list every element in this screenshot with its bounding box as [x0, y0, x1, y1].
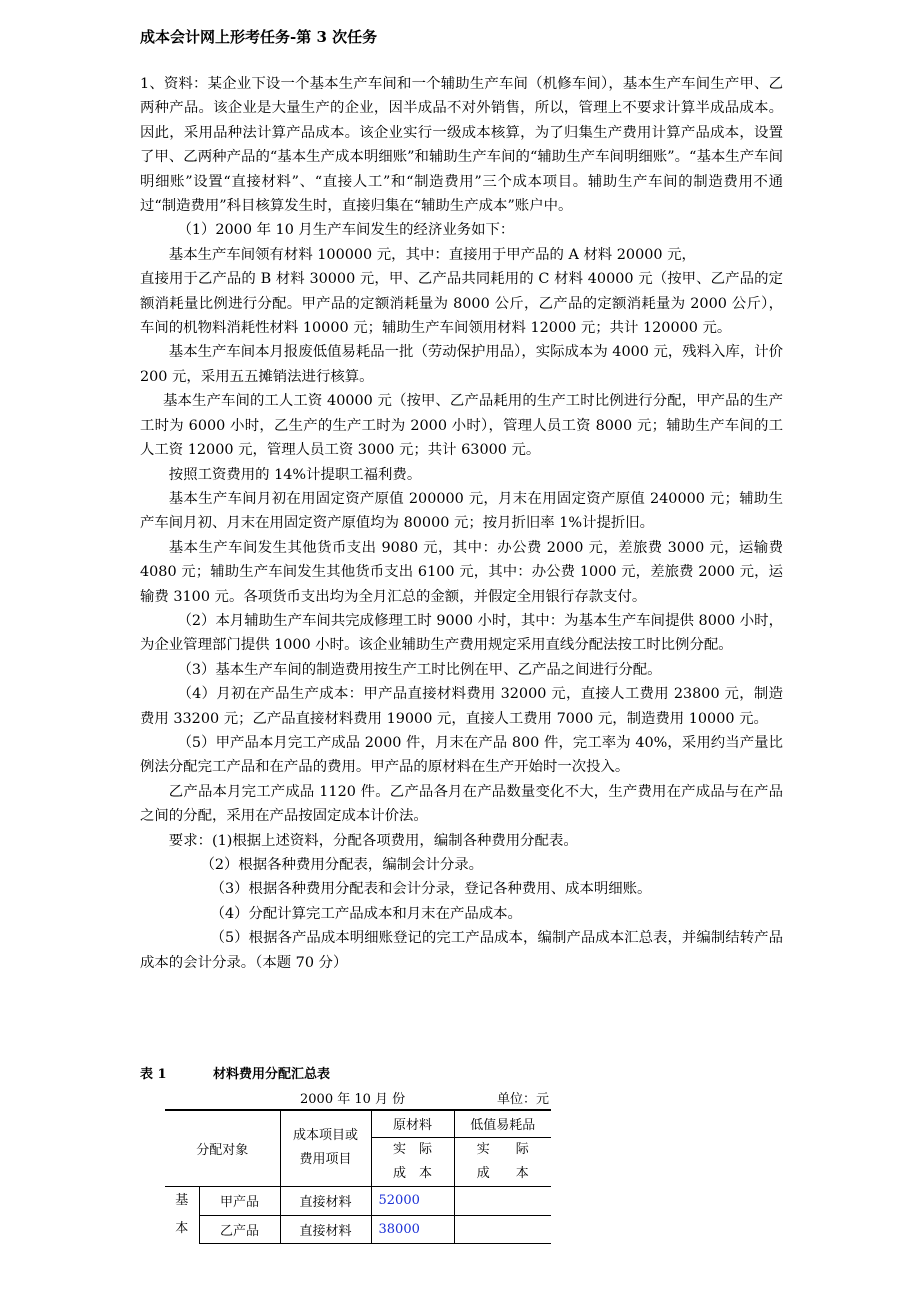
- paragraph: 1、资料：某企业下设一个基本生产车间和一个辅助生产车间（机修车间），基本生产车间生产甲、乙两种产品。该企业是大量生产的企业，因半成品不对外销售，所以，管理上不要求计算半成品成本。因此，采用品种法计算产品成本。该企业实行一级成本核算，为了归集生产费用计算产品成本，设置了甲、乙两种产品的“基本生产成本明细账”和辅助生产车间的“辅助生产车间明细账”。“基本生产车间明细账”设置“直接材料”、“直接人工”和“制造费用”三个成本项目。辅助生产车间的制造费用不通过“制造费用”科目核算发生时，直接归集在“辅助生产成本”账户中。: [140, 76, 783, 215]
- group-label-2: 本: [175, 1220, 189, 1236]
- page-title: 成本会计网上形考任务-第 3 次任务: [140, 28, 378, 46]
- row-low-value: [454, 1186, 551, 1215]
- header-actual2-line2: 成 本: [476, 1165, 529, 1181]
- paragraph: （4）月初在产品生产成本：甲产品直接材料费用 32000 元，直接人工费用 23800 元，制造费用 33200 元；乙产品直接材料费用 19000 元，直接人工费用 7000 元，制造费用 10000 元。: [140, 686, 783, 727]
- row-item: 直接材料: [280, 1215, 371, 1243]
- row-low-value: [454, 1215, 551, 1243]
- header-raw-material: 原材料: [371, 1110, 454, 1137]
- table-caption: [140, 1063, 331, 1082]
- paragraph: 要求：(1)根据上述资料，分配各项费用，编制各种费用分配表。: [168, 832, 578, 849]
- table-row: [165, 1186, 551, 1215]
- paragraph: （3）根据各种费用分配表和会计分录，登记各种费用、成本明细账。: [210, 881, 652, 898]
- group-label: [165, 1186, 199, 1243]
- header-low-value: 低值易耗品: [454, 1110, 551, 1137]
- paragraph: 基本生产车间的工人工资 40000 元（按甲、乙产品耗用的生产工时比例进行分配，甲产品的生产工时为 6000 小时，乙生产的生产工时为 2000 小时），管理人员工资 8000 元；辅助生产车间的工人工资 12000 元，管理人员工资 3000 元；共计 63000 元。: [140, 393, 783, 459]
- paragraph: 直接用于乙产品的 B 材料 30000 元，甲、乙产品共同耗用的 C 材料 40000 元（按甲、乙产品的定额消耗量比例进行分配。甲产品的定额消耗量为 8000 公斤，乙产品的定额消耗量为 2000 公斤），车间的机物料消耗性材料 10000 元；辅助生产车间领用材料 12000 元；共计 120000 元。: [140, 271, 783, 337]
- table-date: 2000 年 10 月 份: [300, 1092, 406, 1107]
- paragraph: （3）基本生产车间的制造费用按生产工时比例在甲、乙产品之间进行分配。: [177, 661, 662, 678]
- table-unit: 单位：元: [497, 1092, 550, 1107]
- header-actual2-line1: 实 际: [476, 1141, 529, 1157]
- row-raw-value: 38000: [371, 1215, 454, 1243]
- paragraph: 基本生产车间月初在用固定资产原值 200000 元，月末在用固定资产原值 240000 元；辅助生产车间月初、月末在用固定资产原值均为 80000 元；按月折旧率 1%计提折旧。: [140, 490, 783, 532]
- header-target: 分配对象: [165, 1110, 280, 1186]
- header-actual-line2: 成 本: [392, 1165, 432, 1181]
- group-label-1: 基: [175, 1192, 189, 1208]
- header-actual-cost-2: [454, 1137, 551, 1186]
- header-item-line2: 费用项目: [299, 1152, 352, 1168]
- paragraph: （2）根据各种费用分配表，编制会计分录。: [200, 857, 484, 873]
- paragraph: （5）根据各产品成本明细账登记的完工产品成本，编制产品成本汇总表，并编制结转产品成本的会计分录。（本题 70 分）: [140, 930, 783, 971]
- table-label: 表 1: [140, 1067, 167, 1082]
- material-cost-table: [165, 1109, 551, 1244]
- row-raw-value: 52000: [371, 1186, 454, 1215]
- paragraph: 基本生产车间领有材料 100000 元，其中：直接用于甲产品的 A 材料 20000 元，: [168, 246, 696, 263]
- task-description: [140, 72, 783, 975]
- table-row: [165, 1215, 551, 1243]
- row-item: 直接材料: [280, 1186, 371, 1215]
- paragraph: 按照工资费用的 14%计提职工福利费。: [168, 466, 422, 483]
- paragraph: 基本生产车间发生其他货币支出 9080 元，其中：办公费 2000 元，差旅费 3000 元，运输费 4080 元；辅助生产车间发生其他货币支出 6100 元，其中：办公费 1000 元，差旅费 2000 元，运输费 3100 元。各项货币支出均为全月汇总的金额，并假定全用银行存款支付。: [140, 539, 783, 605]
- paragraph: （1）2000 年 10 月生产车间发生的经济业务如下：: [177, 222, 515, 239]
- paragraph: （5）甲产品本月完工产成品 2000 件，月末在产品 800 件，完工率为 40%，采用约当产量比例法分配完工产品和在产品的费用。甲产品的原材料在生产开始时一次投入。: [140, 734, 783, 776]
- row-object: 乙产品: [199, 1215, 280, 1243]
- table-title: 材料费用分配汇总表: [213, 1067, 331, 1082]
- header-actual-cost: [371, 1137, 454, 1186]
- header-actual-line1: 实 际: [392, 1141, 432, 1157]
- paragraph: （2）本月辅助生产车间共完成修理工时 9000 小时，其中：为基本生产车间提供 8000 小时，为企业管理部门提供 1000 小时。该企业辅助生产费用规定采用直线分配法按工时比例分配。: [140, 612, 783, 654]
- header-item: [280, 1110, 371, 1186]
- paragraph: 乙产品本月完工产成品 1120 件。乙产品各月在产品数量变化不大，生产费用在产成品与在产品之间的分配，采用在产品按固定成本计价法。: [140, 783, 783, 825]
- header-item-line1: 成本项目或: [292, 1128, 358, 1144]
- row-object: 甲产品: [199, 1186, 280, 1215]
- paragraph: （4）分配计算完工产品成本和月末在产品成本。: [210, 905, 522, 922]
- paragraph: 基本生产车间本月报废低值易耗品一批（劳动保护用品），实际成本为 4000 元，残料入库，计价 200 元，采用五五摊销法进行核算。: [140, 344, 783, 385]
